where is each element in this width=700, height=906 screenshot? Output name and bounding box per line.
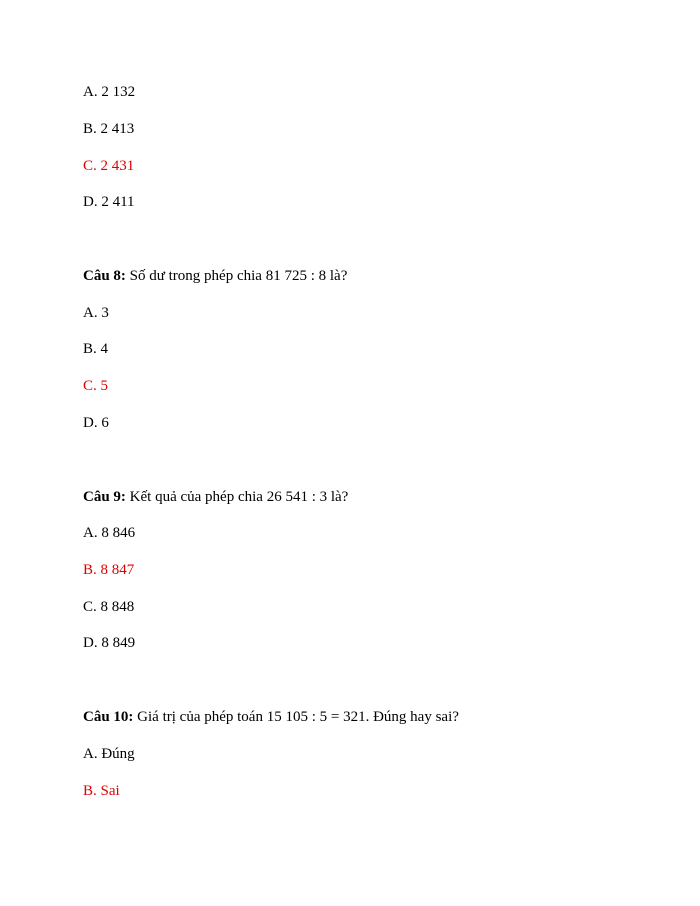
option-c-correct: C. 2 431 (83, 158, 135, 174)
option-b: B. 4 (83, 341, 109, 357)
question-text: Số dư trong phép chia 81 725 : 8 là? (125, 268, 348, 284)
option-c: C. 8 848 (83, 599, 135, 615)
option-a: A. Đúng (83, 746, 135, 762)
option-b-correct: B. Sai (83, 783, 120, 799)
question-text: Giá trị của phép toán 15 105 : 5 = 321. Đúng hay sai? (133, 709, 459, 725)
question-label: Câu 9: (83, 489, 126, 505)
option-b: B. 2 413 (83, 121, 135, 137)
option-d: D. 6 (83, 415, 109, 431)
option-d: D. 8 849 (83, 635, 136, 651)
option-a: A. 3 (83, 305, 109, 321)
question-label: Câu 8: (83, 268, 126, 284)
question-label: Câu 10: (83, 709, 134, 725)
question-8 (83, 266, 347, 286)
option-a: A. 8 846 (83, 525, 136, 541)
question-9 (83, 487, 348, 507)
option-c-correct: C. 5 (83, 378, 109, 394)
question-text: Kết quả của phép chia 26 541 : 3 là? (125, 489, 349, 505)
option-a: A. 2 132 (83, 84, 136, 100)
option-d: D. 2 411 (83, 194, 135, 210)
option-b-correct: B. 8 847 (83, 562, 135, 578)
question-10 (83, 707, 459, 727)
